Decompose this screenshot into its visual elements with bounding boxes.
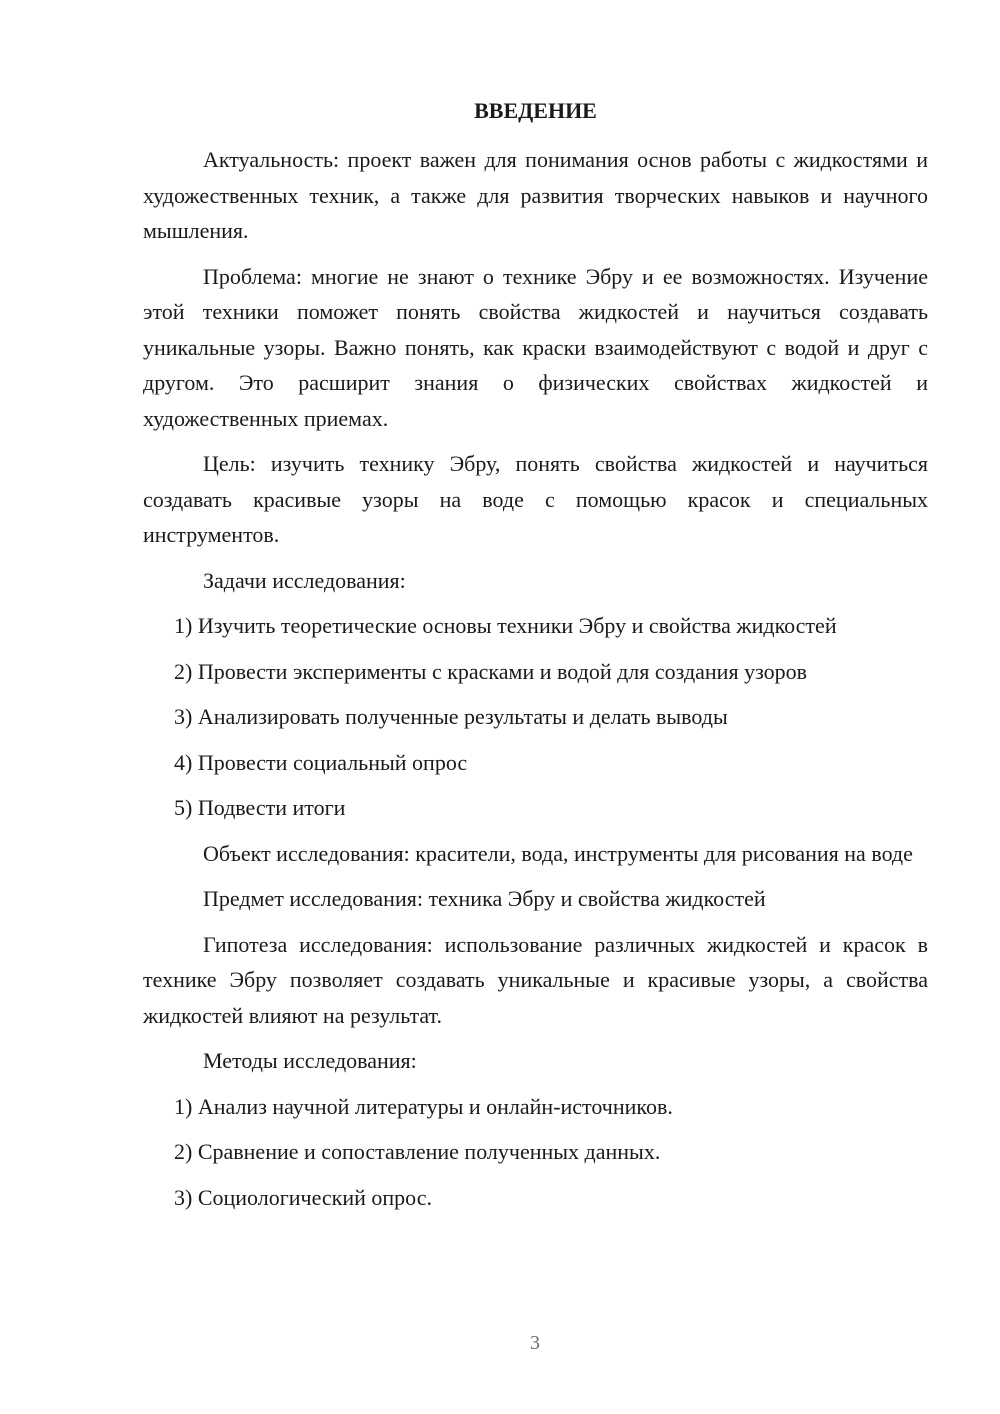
paragraph-relevance: Актуальность: проект важен для понимания основ работы с жидкостями и художественных техник, а также для развития творческих навыков и научного мышления. [143, 147, 928, 243]
methods-label: Методы исследования: [203, 1048, 417, 1073]
list-item-task: 2) Провести эксперименты с красками и водой для создания узоров [174, 658, 808, 684]
document-body [143, 142, 928, 1225]
paragraph-hypothesis: Гипотеза исследования: использование различных жидкостей и красок в технике Эбру позволяет создавать уникальные и красивые узоры, а свойства жидкостей влияют на результат. [143, 931, 928, 1028]
list-item-method: 1) Анализ научной литературы и онлайн-источников. [174, 1093, 673, 1119]
page-title: ВВЕДЕНИЕ [474, 98, 597, 123]
page-number: 3 [530, 1332, 540, 1354]
paragraph-goal: Цель: изучить технику Эбру, понять свойства жидкостей и научиться создавать красивые узоры на воде с помощью красок и специальных инструментов. [143, 451, 928, 547]
tasks-list [143, 608, 928, 826]
list-item-task: 1) Изучить теоретические основы техники Эбру и свойства жидкостей [174, 613, 837, 638]
paragraph-object: Объект исследования: красители, вода, инструменты для рисования на воде [203, 840, 913, 866]
list-item-task: 3) Анализировать полученные результаты и делать выводы [174, 704, 728, 729]
list-item-task: 5) Подвести итоги [174, 795, 346, 820]
methods-list [143, 1089, 928, 1216]
list-item-method: 3) Социологический опрос. [174, 1184, 432, 1210]
list-item-task: 4) Провести социальный опрос [174, 749, 468, 775]
paragraph-subject: Предмет исследования: техника Эбру и свойства жидкостей [203, 886, 766, 911]
list-item-method: 2) Сравнение и сопоставление полученных данных. [174, 1139, 661, 1164]
paragraph-problem: Проблема: многие не знают о технике Эбру и ее возможностях. Изучение этой техники поможет понять свойства жидкостей и научиться создавать уникальные узоры. Важно понять, как краски взаимодействуют с водой и друг с другом. Это расширит знания о физических свойствах жидкостей и художественных приемах. [143, 263, 928, 431]
tasks-label: Задачи исследования: [203, 567, 406, 593]
